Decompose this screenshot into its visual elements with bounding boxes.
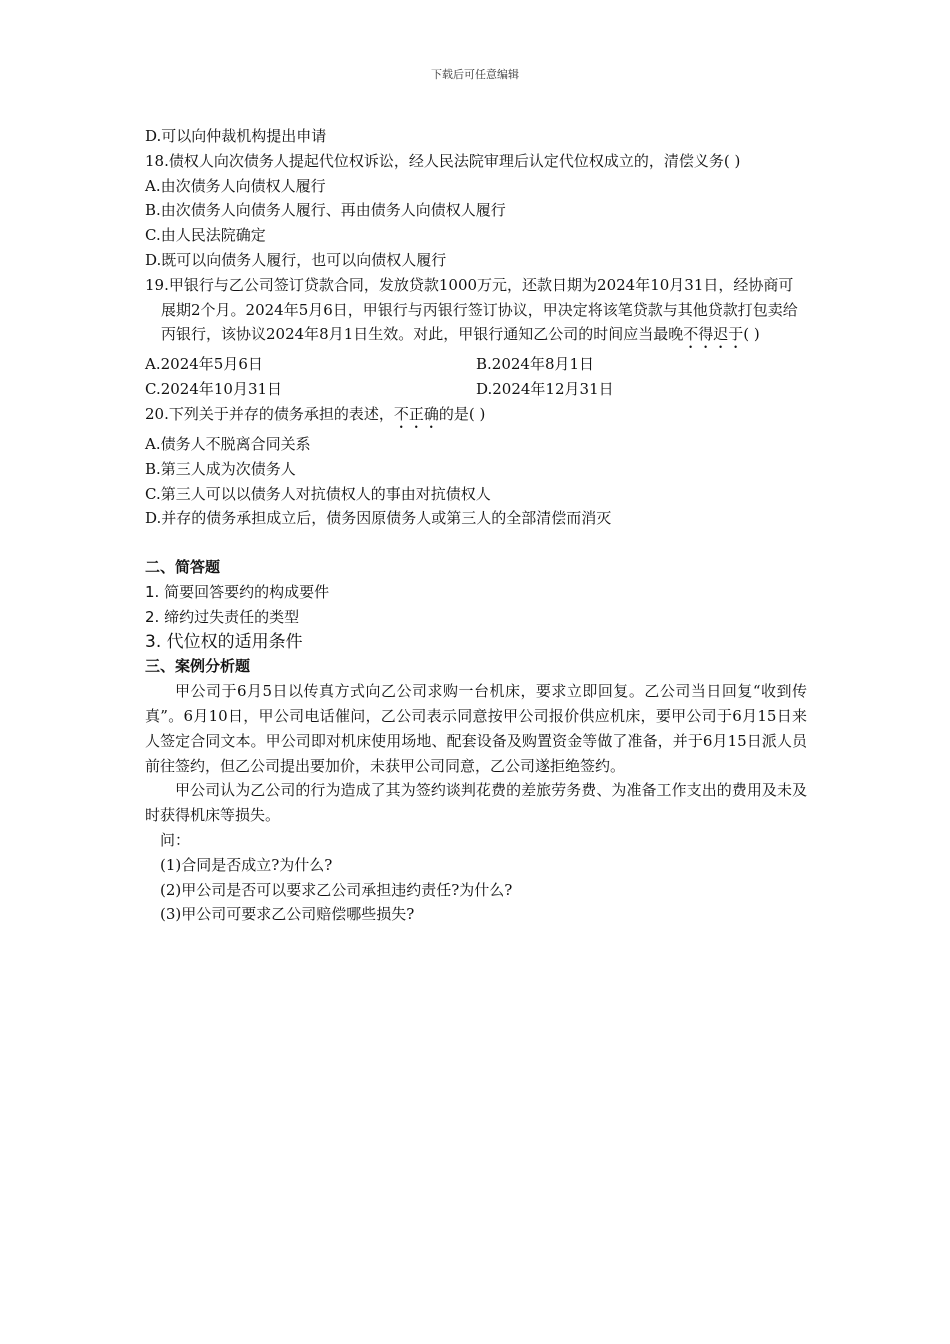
section3-title: 三、案例分析题	[145, 657, 251, 676]
q19-stem	[145, 273, 807, 353]
case-ask-label: 问：	[160, 830, 191, 849]
q19-option-b: B.2024年8月1日	[476, 355, 595, 374]
case-paragraph-2: 甲公司认为乙公司的行为造成了其为签约谈判花费的差旅劳务费、为准备工作支出的费用及未及时获得机床等损失。	[145, 781, 807, 825]
q20-option-b: B.第三人成为次债务人	[145, 459, 296, 478]
q20-stem-blank: 的是( )	[438, 404, 486, 423]
q18-stem: 18.债权人向次债务人提起代位权诉讼，经人民法院审理后认定代位权成立的，清偿义务( )	[145, 151, 741, 170]
case-question-3: (3)甲公司可要求乙公司赔偿哪些损失?	[160, 905, 415, 924]
q19-options-row-2	[145, 377, 807, 402]
page-header: 下载后可任意编辑	[431, 68, 519, 81]
section-spacer	[145, 531, 807, 555]
case-paragraph-1: 甲公司于6月5日以传真方式向乙公司求购一台机床，要求立即回复。乙公司当日回复“收到传真”。6月10日，甲公司电话催问，乙公司表示同意按甲公司报价供应机床，要甲公司于6月15日来人签定合同文本。甲公司即对机床使用场地、配套设备及购置资金等做了准备，并于6月15日派人员前往签约，但乙公司提出要加价，未获甲公司同意，乙公司遂拒绝签约。	[145, 682, 807, 775]
q19-option-d: D.2024年12月31日	[476, 380, 614, 399]
q19-options-row-1	[145, 352, 807, 377]
case-question-2: (2)甲公司是否可以要求乙公司承担违约责任?为什么?	[160, 880, 513, 899]
short-answer-item-2: 2. 缔约过失责任的类型	[145, 607, 300, 626]
q19-option-c: C.2024年10月31日	[145, 380, 283, 399]
short-answer-item-1: 1. 简要回答要约的构成要件	[145, 582, 330, 601]
short-answer-item-3: 3. 代位权的适用条件	[145, 631, 303, 652]
q20-stem-emphasis: 不正确	[393, 404, 439, 423]
q19-stem-blank: ( )	[743, 325, 760, 344]
q18-option-c: C.由人民法院确定	[145, 226, 266, 245]
q19-stem-emphasis: 不得迟于	[683, 325, 744, 344]
q17-option-d: D.可以向仲裁机构提出申请	[145, 127, 327, 145]
q20-option-a: A.债务人不脱离合同关系	[145, 434, 311, 453]
q20-stem-text: 20.下列关于并存的债务承担的表述，	[145, 404, 394, 423]
q18-option-a: A.由次债务人向债权人履行	[145, 176, 326, 195]
q19-option-a: A.2024年5月6日	[145, 355, 263, 374]
q18-option-d: D.既可以向债务人履行，也可以向债权人履行	[145, 250, 447, 269]
q19-stem-text: 19.甲银行与乙公司签订贷款合同，发放贷款1000万元，还款日期为2024年10月31日，经协商可展期2个月。2024年5月6日，甲银行与丙银行签订协议，甲决定将该笔贷款与其他贷款打包卖给丙银行，该协议2024年8月1日生效。对此，甲银行通知乙公司的时间应当最晚	[145, 275, 798, 344]
case-question-1: (1)合同是否成立?为什么?	[160, 855, 333, 874]
q20-stem	[145, 402, 807, 432]
q20-option-c: C.第三人可以以债务人对抗债权人的事由对抗债权人	[145, 484, 491, 503]
q20-option-d: D.并存的债务承担成立后，债务因原债务人或第三人的全部清偿而消灭	[145, 509, 612, 528]
q18-option-b: B.由次债务人向债务人履行、再由债务人向债权人履行	[145, 201, 506, 220]
section2-title: 二、简答题	[145, 558, 221, 577]
document-body	[145, 124, 807, 927]
